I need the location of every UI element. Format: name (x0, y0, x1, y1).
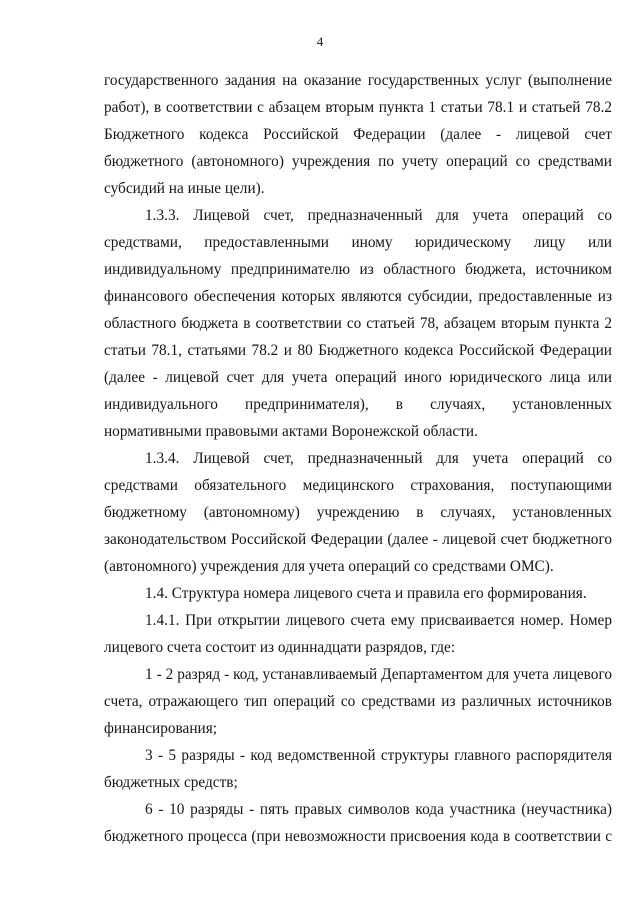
text-line: индивидуального предпринимателя), в случаях, установленных (104, 396, 612, 413)
text-line: средствами, предоставленными иному юридическому лицу или (104, 234, 612, 251)
body-text (104, 67, 612, 850)
text-line: 1.4. Структура номера лицевого счета и правила его формирования. (145, 585, 587, 602)
text-line: законодательством Российской Федерации (далее - лицевой счет бюджетного (104, 531, 612, 548)
page-number: 4 (316, 34, 324, 49)
text-line: государственного задания на оказание государственных услуг (выполнение (104, 72, 612, 89)
text-line: бюджетного (автономного) учреждения по учету операций со средствами (104, 153, 612, 170)
text-line: (далее - лицевой счет для учета операций иного юридического лица или (104, 369, 612, 386)
text-line: финансового обеспечения которых являются субсидии, предоставленные из (104, 288, 612, 305)
text-line: 1.3.3. Лицевой счет, предназначенный для учета операций со (145, 207, 612, 224)
text-line: бюджетного процесса (при невозможности присвоения кода в соответствии с (104, 828, 612, 845)
text-line: 1.3.4. Лицевой счет, предназначенный для учета операций со (145, 450, 612, 467)
text-line: работ), в соответствии с абзацем вторым пункта 1 статьи 78.1 и статьей 78.2 (104, 99, 612, 116)
text-line: субсидий на иные цели). (104, 180, 265, 197)
text-line: нормативными правовыми актами Воронежской области. (104, 423, 478, 440)
text-line: бюджетных средств; (104, 774, 238, 791)
text-line: индивидуальному предпринимателю из областного бюджета, источником (104, 261, 612, 278)
text-line: счета, отражающего тип операций со средствами из различных источников (104, 693, 612, 710)
text-line: бюджетному (автономному) учреждению в случаях, установленных (104, 504, 612, 521)
text-line: 3 - 5 разряды - код ведомственной структуры главного распорядителя (145, 747, 612, 764)
text-line: 6 - 10 разряды - пять правых символов кода участника (неучастника) (145, 801, 612, 818)
text-line: средствами обязательного медицинского страхования, поступающими (104, 477, 612, 494)
text-line: областного бюджета в соответствии со статьей 78, абзацем вторым пункта 2 (104, 315, 612, 332)
text-line: 1 - 2 разряд - код, устанавливаемый Департаментом для учета лицевого (145, 666, 612, 683)
text-line: лицевого счета состоит из одиннадцати разрядов, где: (104, 639, 456, 656)
text-line: Бюджетного кодекса Российской Федерации (далее - лицевой счет (104, 126, 612, 143)
text-line: 1.4.1. При открытии лицевого счета ему присваивается номер. Номер (145, 612, 612, 629)
text-line: статьи 78.1, статьями 78.2 и 80 Бюджетного кодекса Российской Федерации (104, 342, 612, 359)
text-line: финансирования; (104, 720, 218, 737)
text-line: (автономного) учреждения для учета операций со средствами ОМС). (104, 558, 554, 575)
